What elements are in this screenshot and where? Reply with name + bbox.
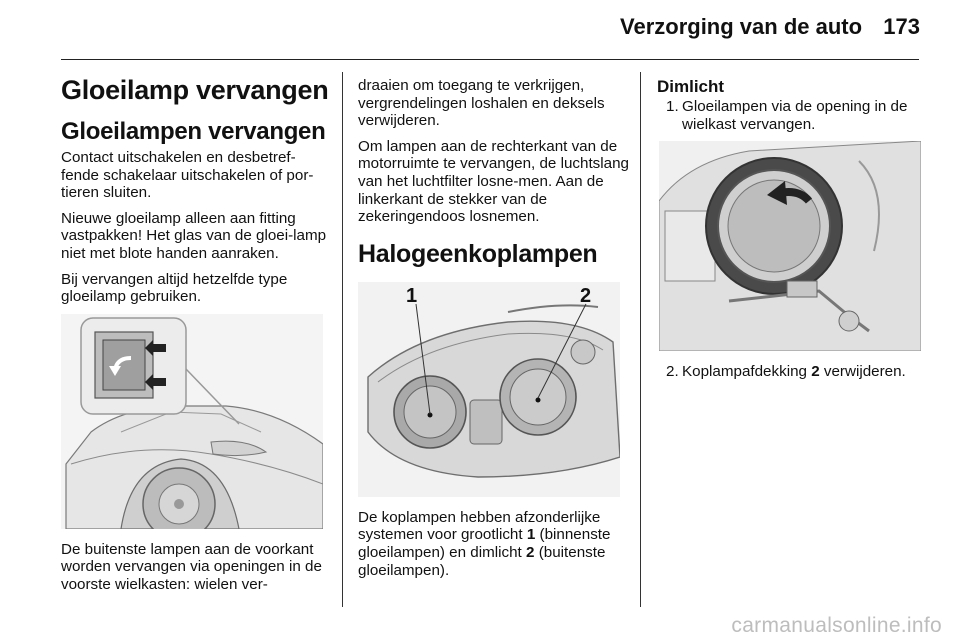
paragraph: draaien om toegang te verkrijgen, vergrendelingen loshalen en deksels verwijderen. bbox=[358, 77, 605, 130]
section-title: Verzorging van de auto bbox=[620, 14, 863, 39]
text-run: (binnenste gloeilampen) en dimlicht bbox=[358, 526, 611, 561]
callout-label-1: 1 bbox=[406, 284, 418, 307]
step-text: Gloeilampen via de opening in de wielkast vervangen. bbox=[682, 98, 908, 133]
bold-ref-2: 2 bbox=[526, 543, 535, 561]
column-divider-1 bbox=[342, 72, 343, 607]
headlamp-cover-illustration bbox=[659, 141, 921, 351]
step-number: 2. bbox=[666, 363, 679, 381]
text-run: (buitenste gloeilampen). bbox=[358, 543, 606, 579]
subsection-heading: Dimlicht bbox=[657, 77, 725, 96]
paragraph bbox=[358, 509, 633, 579]
column-1 bbox=[61, 72, 329, 602]
paragraph: Contact uitschakelen en desbetref-fende schakelaar uitschakelen of por-tieren sluiten. bbox=[61, 149, 314, 202]
header-rule bbox=[61, 59, 919, 60]
list-item bbox=[657, 363, 927, 381]
paragraph: Bij vervangen altijd hetzelfde type gloeilamp gebruiken. bbox=[61, 270, 288, 306]
column-2 bbox=[358, 77, 633, 587]
section-heading: Halogeenkoplampen bbox=[358, 239, 598, 268]
page-number: 173 bbox=[883, 14, 920, 39]
callout-label-2: 2 bbox=[580, 284, 592, 307]
headlamp-illustration bbox=[358, 282, 620, 497]
text-run: verwijderen. bbox=[823, 363, 906, 381]
step-number: 1. bbox=[666, 98, 679, 115]
wheel-arch-access-illustration bbox=[61, 314, 323, 529]
section-heading: Gloeilampen vervangen bbox=[61, 118, 326, 145]
watermark: carmanualsonline.info bbox=[731, 614, 942, 637]
bold-ref-1: 1 bbox=[526, 526, 536, 544]
steps-list bbox=[657, 98, 927, 133]
text-run: De koplampen hebben afzonderlijke systemen voor grootlicht bbox=[358, 508, 601, 544]
bold-ref-2: 2 bbox=[811, 363, 820, 381]
steps-list-continued bbox=[657, 363, 927, 381]
list-item bbox=[657, 98, 927, 133]
column-3 bbox=[657, 77, 927, 389]
paragraph: Om lampen aan de rechterkant van de motorruimte te vervangen, de luchtslang van het luchtfilter losne-men. Aan de linkerkant de stekker van de zekeringendoos losnemen. bbox=[358, 137, 629, 226]
text-run: Koplampafdekking bbox=[682, 363, 807, 381]
paragraph: Nieuwe gloeilamp alleen aan fitting vastpakken! Het glas van de gloei-lamp niet met blote handen aanraken. bbox=[61, 209, 327, 262]
paragraph: De buitenste lampen aan de voorkant worden vervangen via openingen in de voorste wielkasten: wielen ver- bbox=[61, 540, 322, 593]
chapter-heading: Gloeilamp vervangen bbox=[61, 75, 329, 105]
column-divider-2 bbox=[640, 72, 641, 607]
